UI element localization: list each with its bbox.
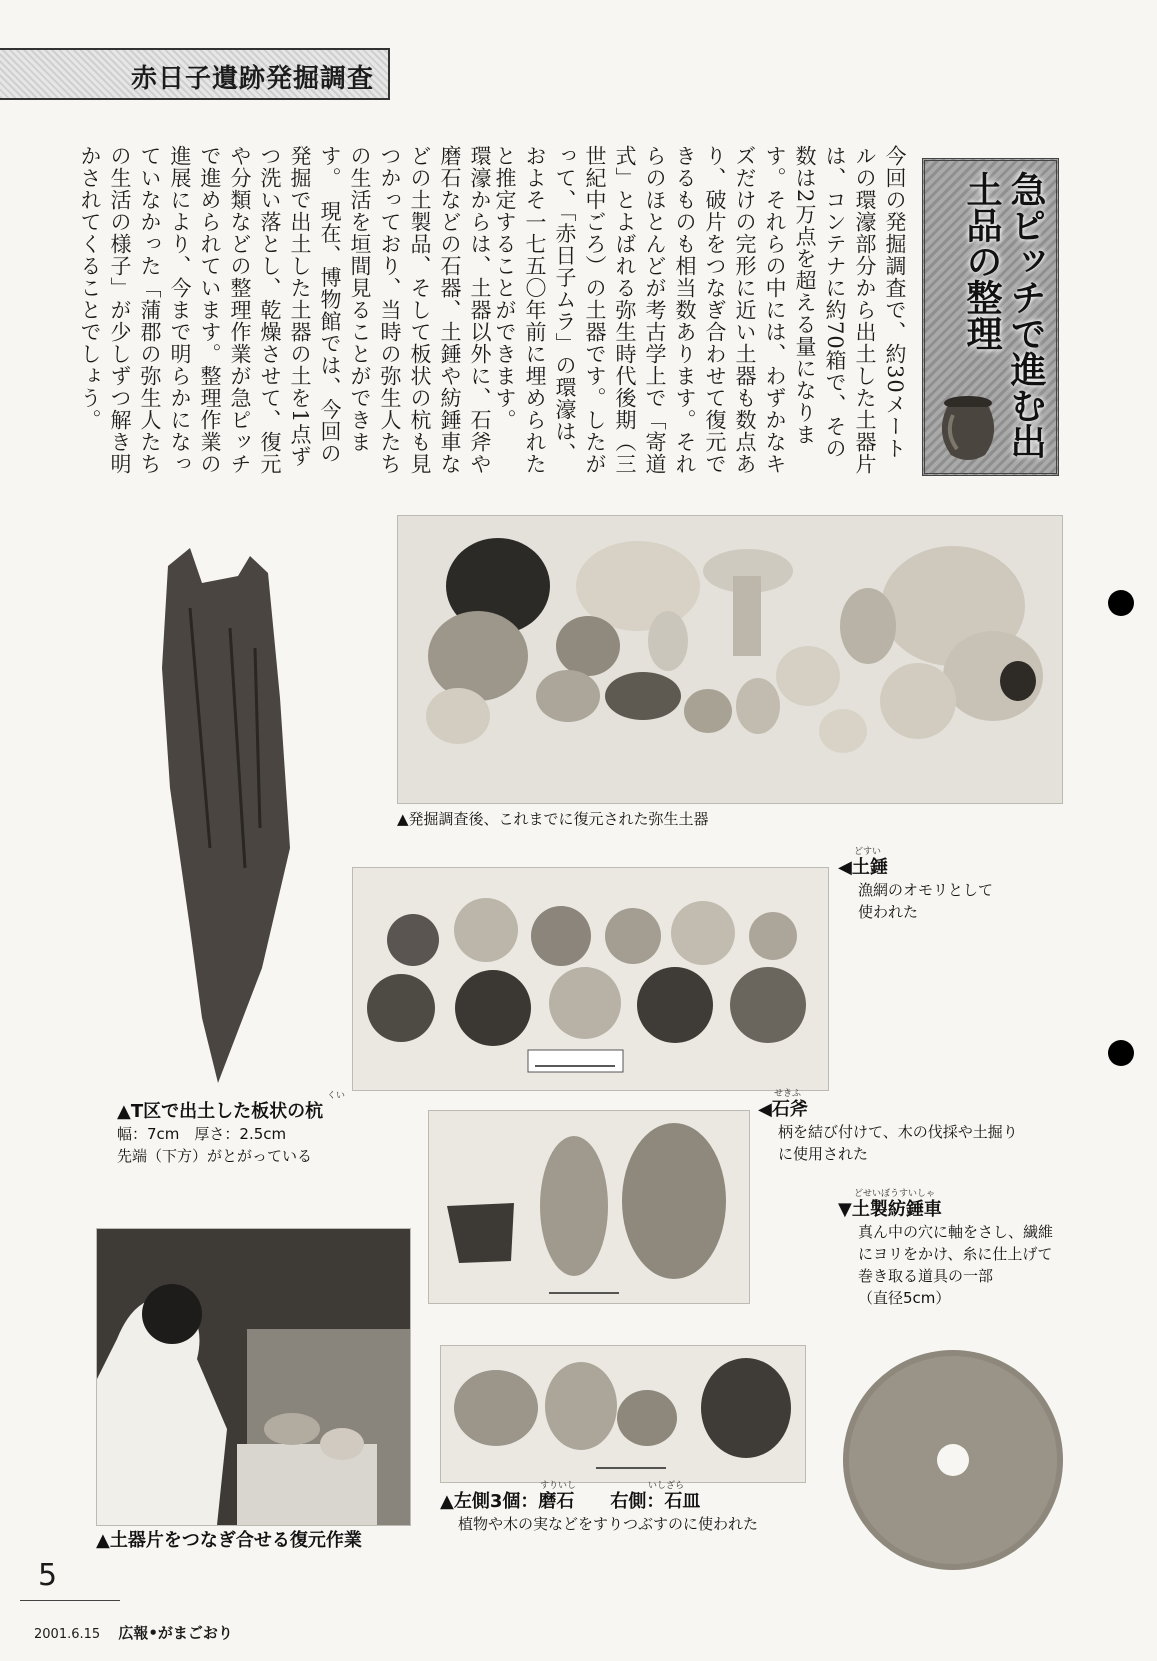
stake-caption-title: ▲T区で出土した板状の杭 <box>117 1101 324 1122</box>
spindle-caption-line2: にヨリをかけ、糸に仕上げて <box>858 1245 1053 1263</box>
article-column-left: 環濠からは、土器以外に、石斧や磨石などの石器、土錘や紡錘車などの土製品、そして板状の杭も見つかっており、当時の弥生人たちの生活を垣間見ることができます。 現在、博物館では、今回の発掘で出土した土器の土を1点ずつ洗い落とし、乾燥させて、復元や分類などの整理作業が急ピッチで進められています。整理作業の進展により、今まで明らかになっていなかった「蒲郡の弥生人たちの生活の様子」が少しずつ解き明かされてくることでしょう。 <box>78 145 492 475</box>
spindle-caption-line1: 真ん中の穴に軸をさし、繊維 <box>858 1223 1054 1241</box>
footer-date: 2001.6.15 <box>34 1627 101 1642</box>
sinker-caption-line1: 漁網のオモリとして <box>858 881 994 899</box>
spindle-caption <box>838 1190 1053 1309</box>
stake-caption-line1: 幅：7cm 厚さ：2.5cm <box>117 1125 287 1143</box>
spindle-caption-title: ▼土製紡錘車 <box>838 1199 942 1220</box>
pottery-photo <box>397 515 1063 804</box>
sinker-photo <box>352 867 829 1091</box>
spindle-caption-line4: （直径5cm） <box>858 1289 951 1307</box>
pot-illustration <box>933 393 1003 465</box>
stone-axe-drawing <box>429 1111 749 1303</box>
grinding-stones-photo <box>440 1345 806 1483</box>
stake-photo <box>150 548 360 1085</box>
footer-rule <box>20 1600 120 1601</box>
stones-caption-title: ▲左側3個：磨石 右側：石皿 <box>440 1491 701 1512</box>
restoration-drawing <box>97 1229 410 1525</box>
axe-caption-ruby: せきふ <box>774 1089 802 1099</box>
sinker-caption-ruby: どすい <box>854 847 882 857</box>
stones-caption <box>440 1482 758 1535</box>
restoration-photo <box>96 1228 411 1526</box>
pottery-drawing <box>398 516 1062 803</box>
page-number: 5 <box>38 1558 58 1593</box>
axe-caption-title: ◀石斧 <box>758 1099 808 1120</box>
spindle-caption-ruby: どせいぼうすいしゃ <box>854 1189 936 1199</box>
grinding-stones-drawing <box>441 1346 805 1482</box>
feature-title: 急ピッチで進む出土品の整理 <box>961 171 1047 459</box>
restoration-caption: ▲土器片をつなぎ合せる復元作業 <box>96 1530 362 1551</box>
sinker-caption-line2: 使われた <box>858 903 919 921</box>
spindle-whorl-photo <box>838 1345 1068 1575</box>
axe-caption <box>758 1090 1018 1165</box>
footer-publication: 広報•がまごおり <box>118 1624 233 1642</box>
axe-caption-line1: 柄を結び付けて、木の伐採や土掘り <box>778 1123 1018 1141</box>
article-column-right: 今回の発掘調査で、約30メートルの環濠部分から出土した土器片は、コンテナに約70箱で、その数は2万点を超える量になります。それらの中には、わずかなキズだけの完形に近い土器も数点あり、破片をつなぎ合わせて復元できるものも相当数あります。それらのほとんどが考古学上で「寄道式」とよばれる弥生時代後期（三世紀中ごろ）の土器です。したがって、「赤日子ムラ」の環濠は、およそ一七五〇年前に埋められたと推定することができます。 <box>493 145 907 475</box>
sinker-caption-title: ◀土錘 <box>838 857 888 878</box>
binder-hole <box>1108 1040 1134 1066</box>
sinker-caption <box>838 848 993 923</box>
sinker-drawing <box>353 868 828 1090</box>
binder-hole <box>1108 590 1134 616</box>
stake-caption-ruby: くい <box>327 1091 346 1101</box>
axe-caption-line2: に使用された <box>778 1145 869 1163</box>
section-title: 赤日子遺跡発掘調査 <box>130 64 374 94</box>
header-bar <box>0 48 390 100</box>
stones-caption-ruby: すりいし いしざら <box>540 1481 685 1491</box>
stake-caption <box>117 1092 345 1167</box>
stone-axe-photo <box>428 1110 750 1304</box>
feature-box <box>922 158 1059 476</box>
footer <box>34 1622 233 1643</box>
pottery-caption: ▲発掘調査後、これまでに復元された弥生土器 <box>397 810 709 828</box>
stake-caption-line2: 先端（下方）がとがっている <box>117 1147 313 1165</box>
spindle-caption-line3: 巻き取る道具の一部 <box>858 1267 994 1285</box>
stones-caption-line1: 植物や木の実などをすりつぶすのに使われた <box>458 1515 759 1533</box>
